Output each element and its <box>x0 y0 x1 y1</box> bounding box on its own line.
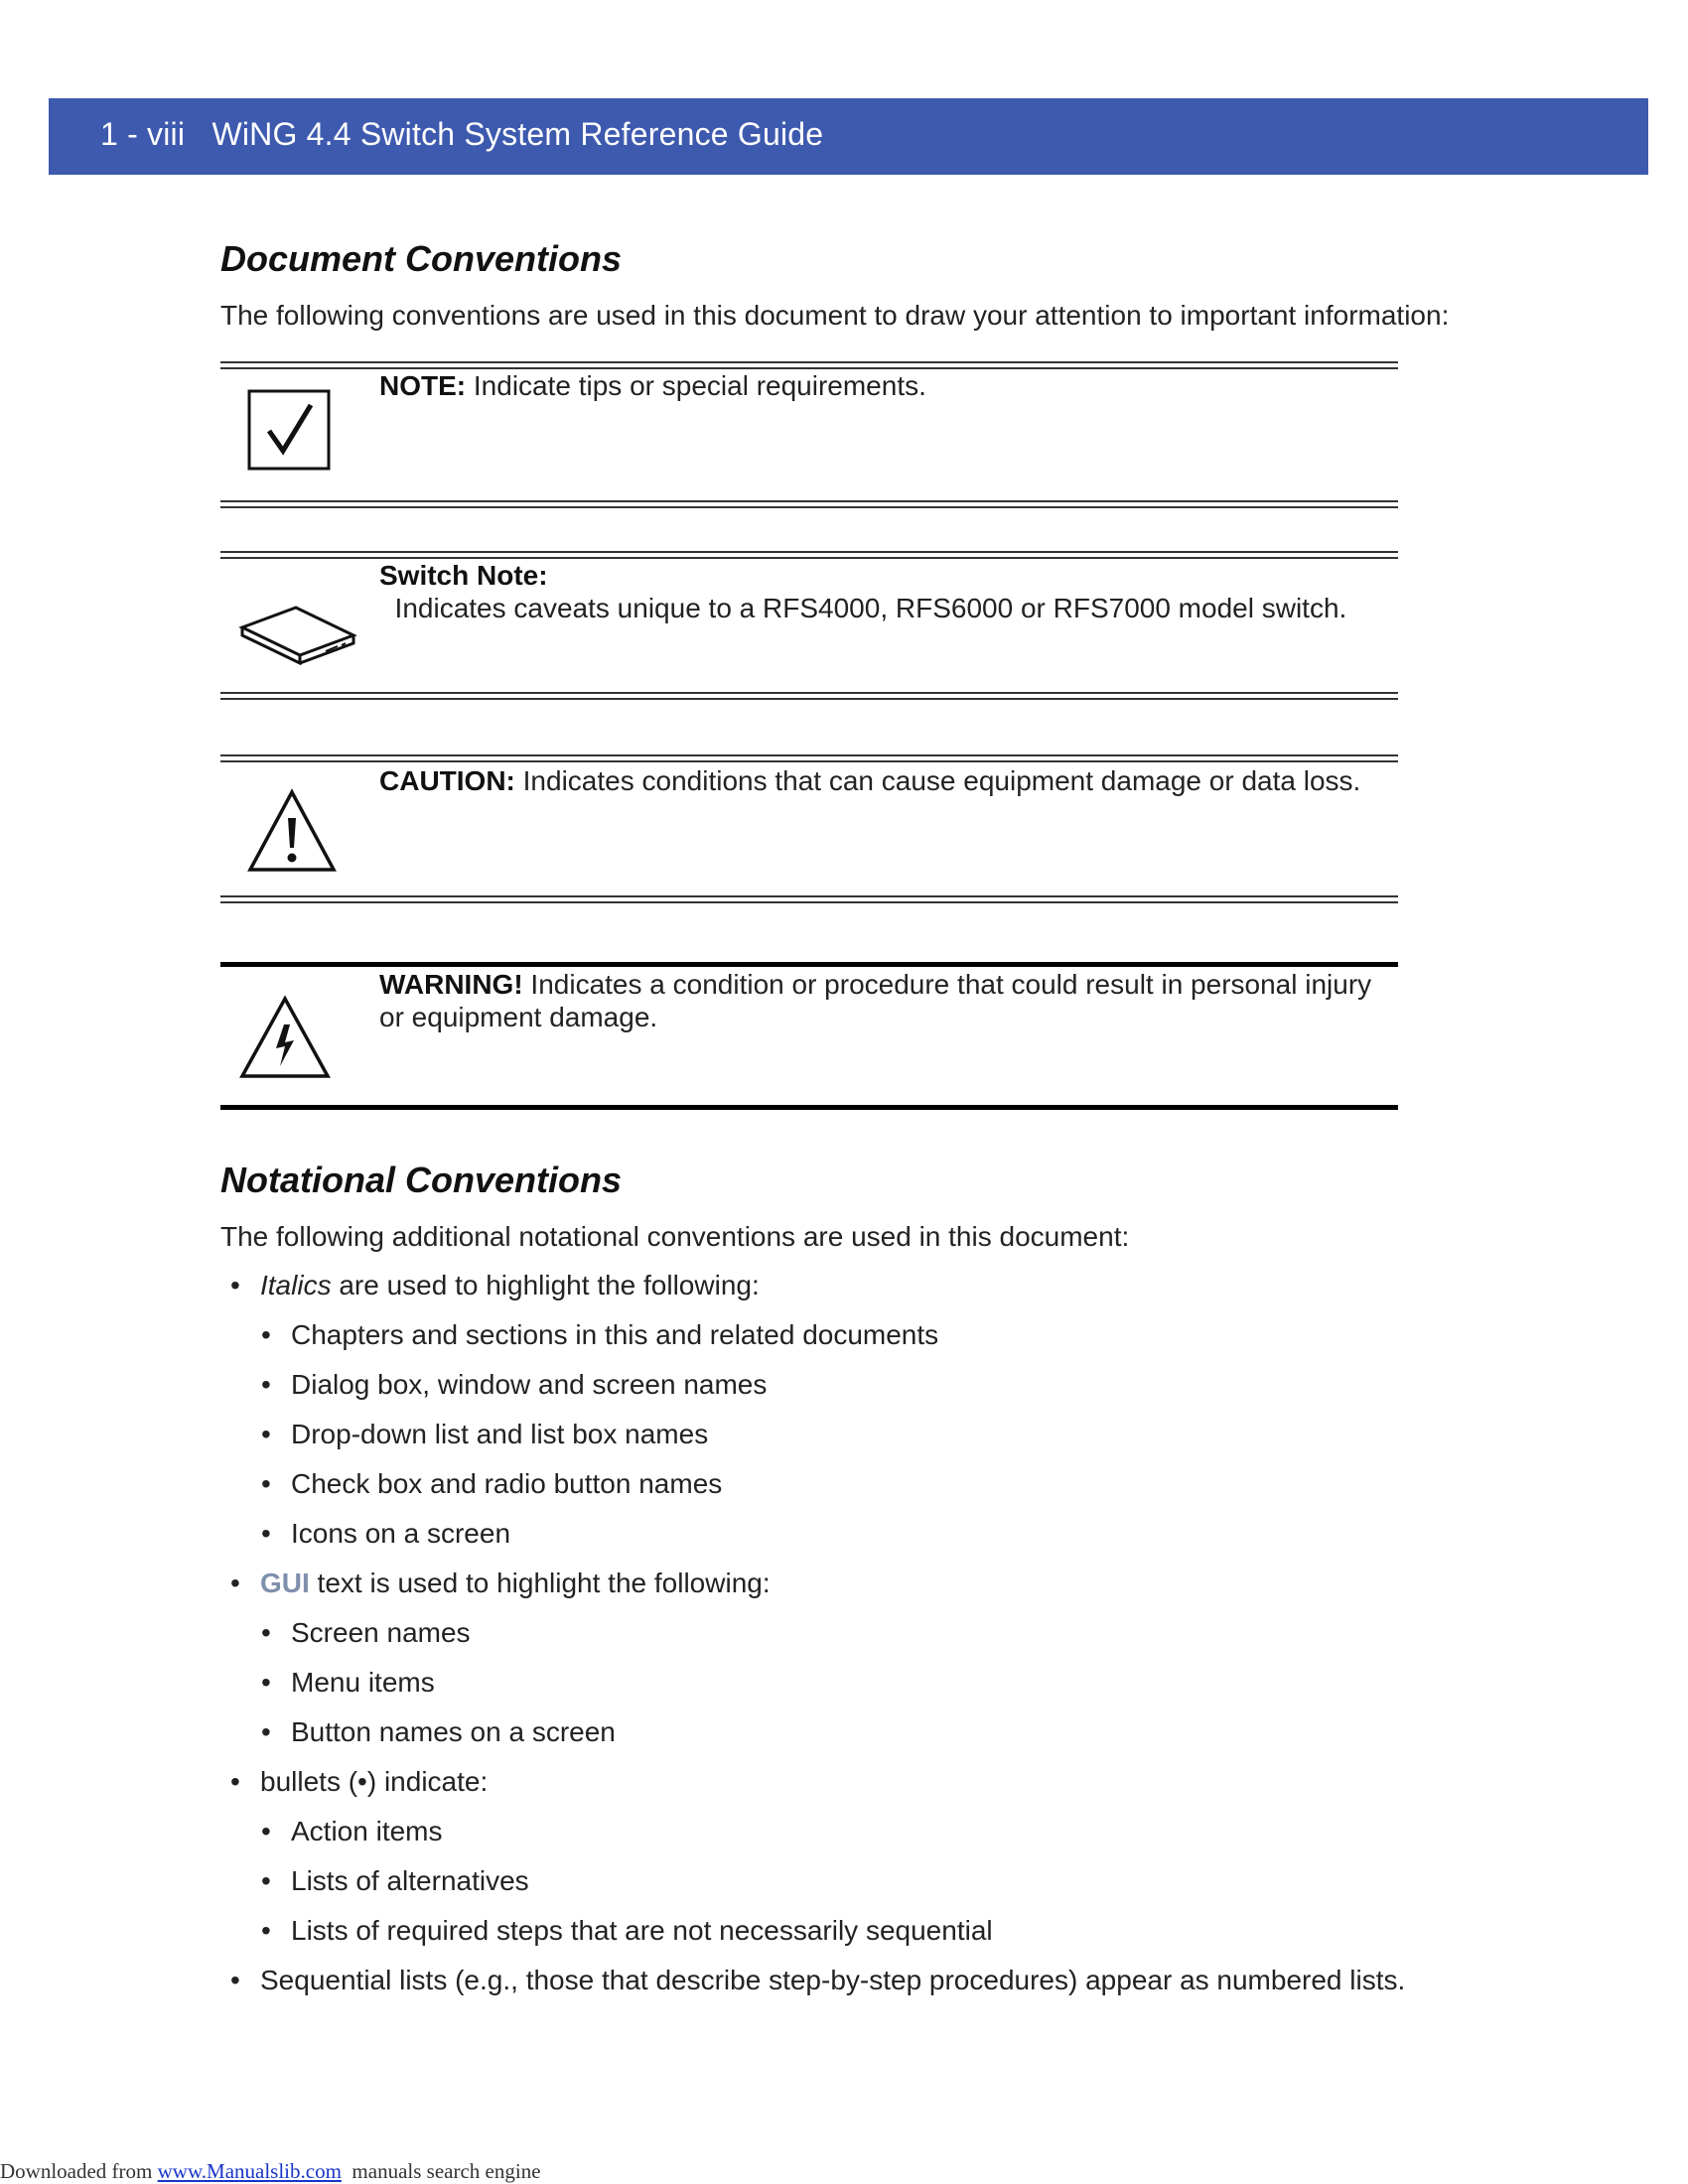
caution-top-rule <box>220 754 1398 762</box>
footer <box>0 2159 541 2184</box>
list-item: • Icons on a screen <box>261 1518 511 1549</box>
list-item-sequential: • Sequential lists (e.g., those that describe step-by-step procedures) appear as numbered lists. <box>230 1965 1406 1995</box>
gui-word: GUI <box>260 1568 310 1598</box>
switch-note-text <box>379 559 1402 624</box>
caution-body: Indicates conditions that can cause equipment damage or data loss. <box>514 765 1361 796</box>
caution-label: CAUTION: <box>379 765 515 796</box>
switch-note-label: Switch Note: <box>379 560 548 591</box>
list-item: • Button names on a screen <box>261 1716 616 1747</box>
list-item: • Screen names <box>261 1617 471 1648</box>
footer-suffix: manuals search engine <box>341 2159 541 2183</box>
warning-body: Indicates a condition or procedure that could result in personal injury or equipment damage. <box>379 969 1372 1032</box>
note-top-rule <box>220 361 1398 369</box>
list-item: • Check box and radio button names <box>261 1468 723 1499</box>
note-text <box>379 369 1382 402</box>
guide-title: WiNG 4.4 Switch System Reference Guide <box>211 116 824 152</box>
note-label: NOTE: <box>379 370 467 401</box>
lightning-warning-icon <box>238 995 332 1085</box>
note-body: Indicate tips or special requirements. <box>466 370 926 401</box>
italics-rest: are used to highlight the following: <box>331 1270 760 1300</box>
warning-label: WARNING! <box>379 969 523 1000</box>
warning-text <box>379 968 1372 1033</box>
document-conventions-heading: Document Conventions <box>220 238 623 279</box>
note-bottom-rule <box>220 500 1398 508</box>
warning-top-rule <box>220 962 1398 967</box>
gui-rest: text is used to highlight the following: <box>309 1568 771 1598</box>
list-item: • Dialog box, window and screen names <box>261 1369 768 1400</box>
list-item: • Lists of alternatives <box>261 1865 529 1896</box>
switch-note-body: Indicates caveats unique to a RFS4000, RFS6000 or RFS7000 model switch. <box>379 593 1347 623</box>
list-item: • Menu items <box>261 1667 435 1698</box>
caution-triangle-icon <box>246 788 338 879</box>
caution-text <box>379 764 1392 797</box>
document-conventions-intro: The following conventions are used in this document to draw your attention to important information: <box>220 300 1450 331</box>
page-header <box>49 98 1648 175</box>
footer-prefix: Downloaded from <box>0 2159 158 2183</box>
header-text <box>100 116 823 153</box>
switch-note-bottom-rule <box>220 692 1398 700</box>
list-item-gui: • GUI text is used to highlight the following: <box>230 1568 771 1598</box>
list-item: • Lists of required steps that are not necessarily sequential <box>261 1915 993 1946</box>
manualslib-link[interactable]: www.Manualslib.com <box>157 2159 342 2183</box>
list-item: • Chapters and sections in this and related documents <box>261 1319 939 1350</box>
list-item-bullets: • bullets (•) indicate: <box>230 1766 489 1797</box>
switch-device-icon <box>238 602 357 670</box>
page-ref: 1 - viii <box>100 116 186 152</box>
notational-conventions-intro: The following additional notational conventions are used in this document: <box>220 1221 1130 1252</box>
switch-note-top-rule <box>220 551 1398 559</box>
warning-bottom-rule <box>220 1105 1398 1110</box>
list-item: • Drop-down list and list box names <box>261 1419 709 1449</box>
italics-word: Italics <box>260 1270 332 1300</box>
caution-bottom-rule <box>220 895 1398 903</box>
check-icon <box>247 389 331 476</box>
list-item: • Action items <box>261 1816 443 1846</box>
list-item-italics: • Italics are used to highlight the following: <box>230 1270 760 1300</box>
notational-conventions-heading: Notational Conventions <box>220 1160 622 1200</box>
